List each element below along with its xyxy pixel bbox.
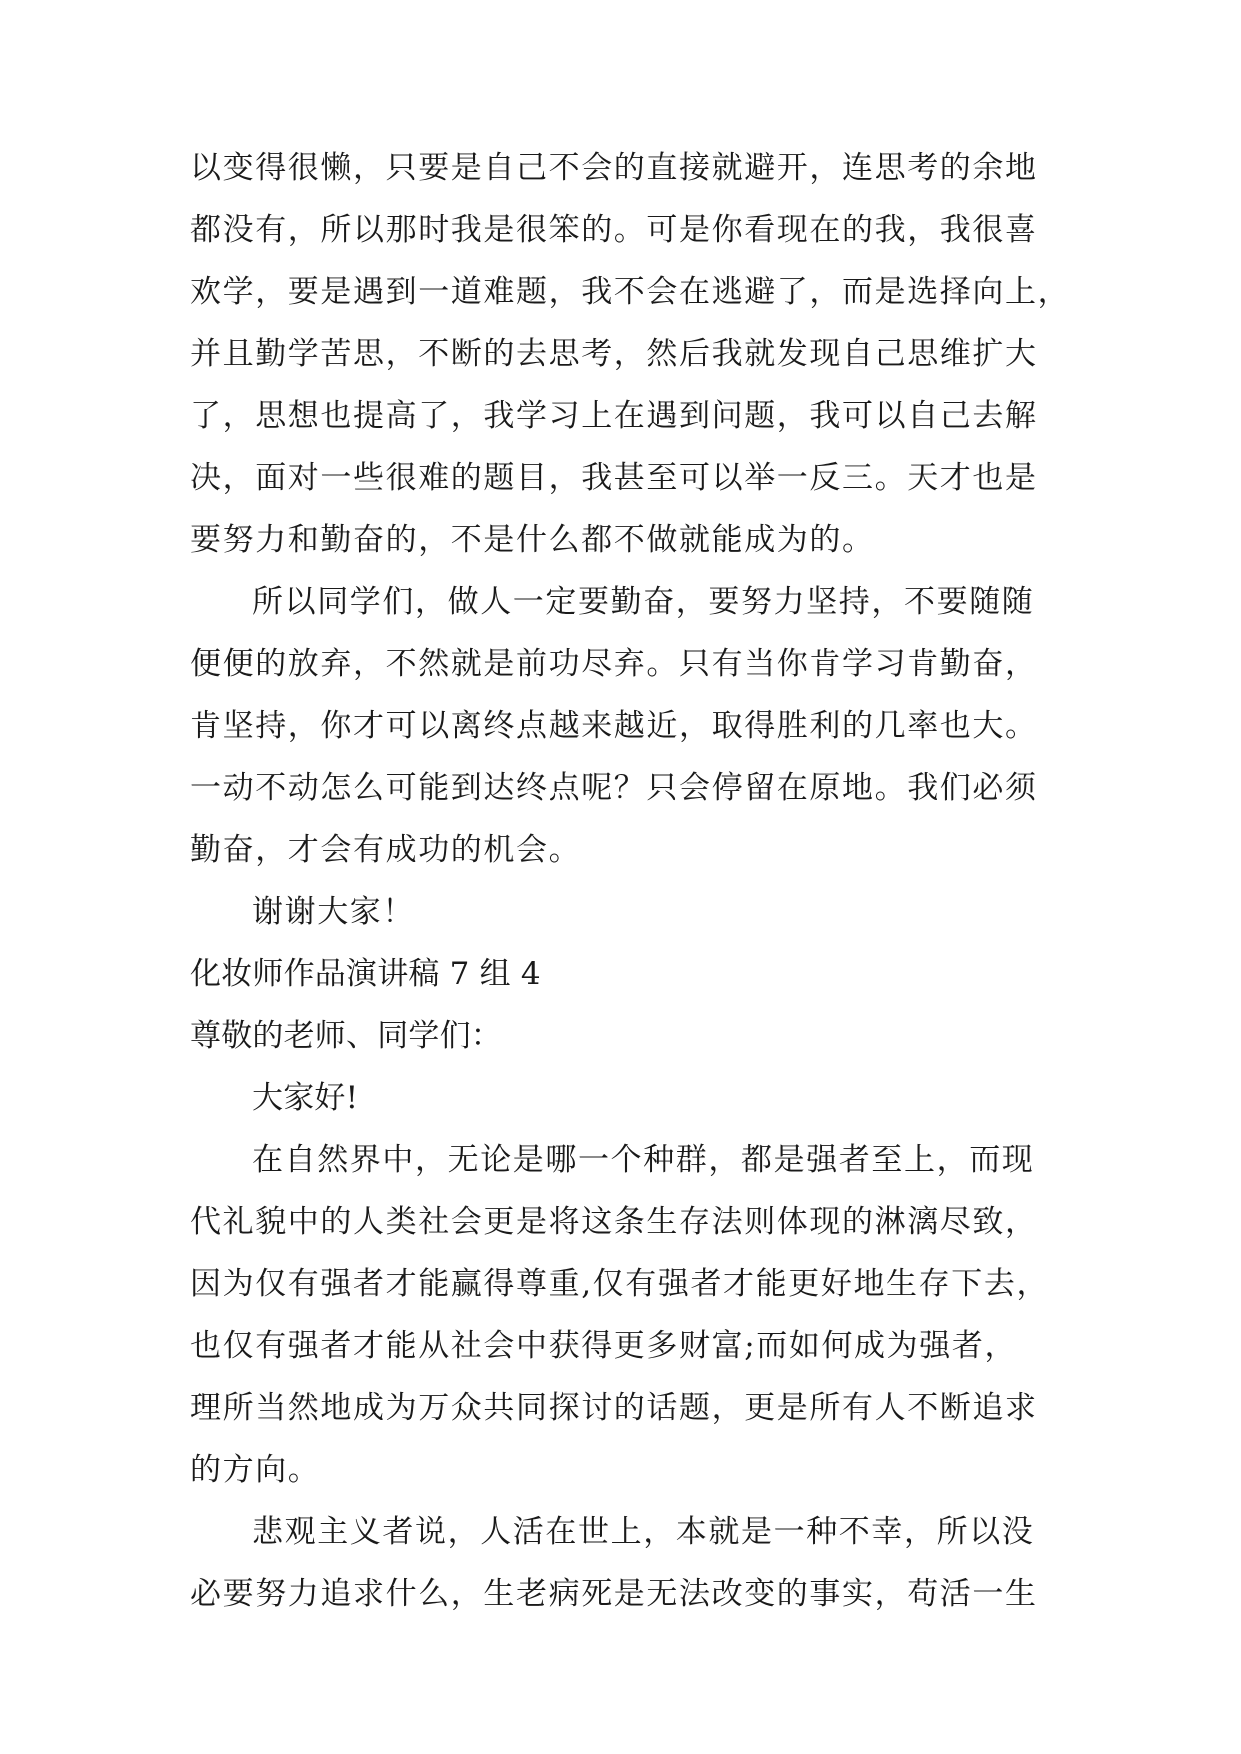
paragraph-first-line: 在自然界中，无论是哪一个种群，都是强者至上，而现 xyxy=(252,1142,1035,1178)
text-line: 必要努力追求什么，生老病死是无法改变的事实，苟活一生 xyxy=(190,1576,1038,1612)
text-line: 并且勤学苦思，不断的去思考，然后我就发现自己思维扩大 xyxy=(190,336,1038,372)
text-line: 理所当然地成为万众共同探讨的话题，更是所有人不断追求 xyxy=(190,1390,1038,1426)
text-line: 因为仅有强者才能赢得尊重,仅有强者才能更好地生存下去， xyxy=(190,1266,1050,1302)
text-line: 勤奋，才会有成功的机会。 xyxy=(190,832,582,868)
text-line: 代礼貌中的人类社会更是将这条生存法则体现的淋漓尽致， xyxy=(190,1204,1038,1240)
paragraph-first-line: 悲观主义者说，人活在世上，本就是一种不幸，所以没 xyxy=(252,1514,1035,1550)
text-line: 欢学，要是遇到一道难题，我不会在逃避了，而是选择向上， xyxy=(190,274,1071,310)
text-line: 肯坚持，你才可以离终点越来越近，取得胜利的几率也大。 xyxy=(190,708,1038,744)
text-line: 也仅有强者才能从社会中获得更多财富;而如何成为强者， xyxy=(190,1328,1018,1364)
text-line: 的方向。 xyxy=(190,1452,321,1488)
text-line: 决，面对一些很难的题目，我甚至可以举一反三。天才也是 xyxy=(190,460,1038,496)
closing-thanks: 谢谢大家！ xyxy=(252,894,415,930)
section-heading: 化妆师作品演讲稿 7 组 4 xyxy=(190,956,541,992)
salutation: 尊敬的老师、同学们： xyxy=(190,1018,502,1054)
text-line: 了，思想也提高了，我学习上在遇到问题，我可以自己去解 xyxy=(190,398,1038,434)
text-line: 以变得很懒，只要是自己不会的直接就避开，连思考的余地 xyxy=(190,150,1038,186)
paragraph-first-line: 所以同学们，做人一定要勤奋，要努力坚持，不要随随 xyxy=(252,584,1035,620)
text-line: 一动不动怎么可能到达终点呢？只会停留在原地。我们必须 xyxy=(190,770,1038,806)
text-line: 都没有，所以那时我是很笨的。可是你看现在的我，我很喜 xyxy=(190,212,1038,248)
text-line: 要努力和勤奋的，不是什么都不做就能成为的。 xyxy=(190,522,875,558)
text-line: 便便的放弃，不然就是前功尽弃。只有当你肯学习肯勤奋， xyxy=(190,646,1038,682)
greeting: 大家好! xyxy=(252,1080,359,1116)
